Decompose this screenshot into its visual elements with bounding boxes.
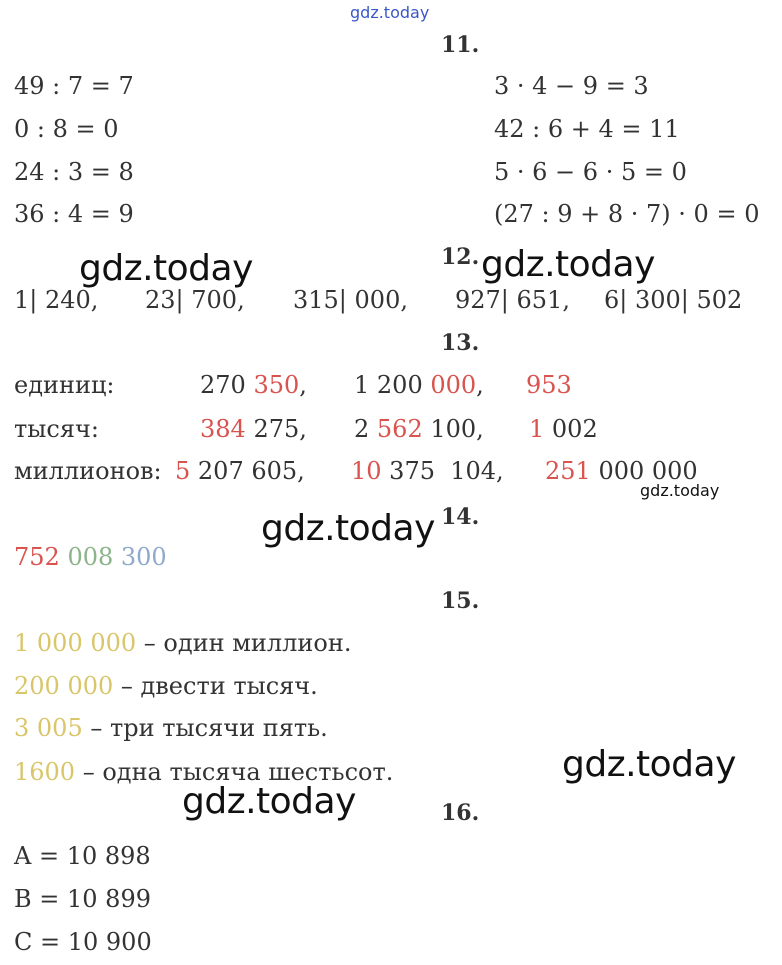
task-15-line-3: 3 005 – три тысячи пять. [14, 714, 328, 742]
task-11-left-4: 36 : 4 = 9 [14, 200, 134, 228]
task-11-right-4: (27 : 9 + 8 · 7) · 0 = 0 [494, 200, 760, 228]
watermark-3: gdz.today [261, 508, 435, 549]
task-13-millions-b: 10 375 104, [351, 457, 504, 485]
task-14-answer: 752 008 300 [14, 543, 167, 571]
task-11-left-1: 49 : 7 = 7 [14, 72, 134, 100]
watermark-5: gdz.today [182, 781, 356, 822]
task-13-units-a: 270 350, [200, 371, 307, 399]
task-13-units-c: 953 [526, 371, 572, 399]
task-16-line-b: B = 10 899 [14, 885, 151, 913]
task-12-item-3: 315| 000, [293, 286, 408, 314]
task-12-item-5: 6| 300| 502 [604, 286, 743, 314]
watermark-small: gdz.today [640, 481, 720, 500]
task-15-title: 15. [441, 588, 480, 614]
task-11-title: 11. [441, 32, 480, 58]
task-11-right-2: 42 : 6 + 4 = 11 [494, 115, 680, 143]
task-11-left-2: 0 : 8 = 0 [14, 115, 119, 143]
task-16-line-a: A = 10 898 [14, 842, 151, 870]
task-12-title: 12. [441, 244, 480, 270]
task-15-line-2: 200 000 – двести тысяч. [14, 672, 318, 700]
task-13-thousands-c: 1 002 [529, 415, 598, 443]
task-13-title: 13. [441, 330, 480, 356]
watermark-4: gdz.today [562, 744, 736, 785]
task-13-label-millions: миллионов: [14, 457, 162, 485]
task-16-title: 16. [441, 800, 480, 826]
task-11-right-3: 5 · 6 − 6 · 5 = 0 [494, 158, 687, 186]
watermark-top: gdz.today [350, 3, 430, 22]
task-14-title: 14. [441, 504, 480, 530]
task-16-line-c: C = 10 900 [14, 928, 152, 956]
task-13-thousands-a: 384 275, [200, 415, 307, 443]
task-13-label-thousands: тысяч: [14, 415, 99, 443]
task-13-thousands-b: 2 562 100, [354, 415, 484, 443]
task-12-item-4: 927| 651, [455, 286, 570, 314]
task-13-millions-c: 251 000 000 [545, 457, 698, 485]
task-13-units-b: 1 200 000, [354, 371, 484, 399]
task-11-left-3: 24 : 3 = 8 [14, 158, 134, 186]
task-12-item-1: 1| 240, [14, 286, 99, 314]
task-11-right-1: 3 · 4 − 9 = 3 [494, 72, 649, 100]
task-13-label-units: единиц: [14, 371, 115, 399]
watermark-2: gdz.today [481, 244, 655, 285]
task-12-item-2: 23| 700, [145, 286, 245, 314]
watermark-1: gdz.today [79, 248, 253, 289]
task-15-line-1: 1 000 000 – один миллион. [14, 629, 352, 657]
task-13-millions-a: 5 207 605, [175, 457, 305, 485]
task-15-line-4: 1600 – одна тысяча шестьсот. [14, 758, 394, 786]
